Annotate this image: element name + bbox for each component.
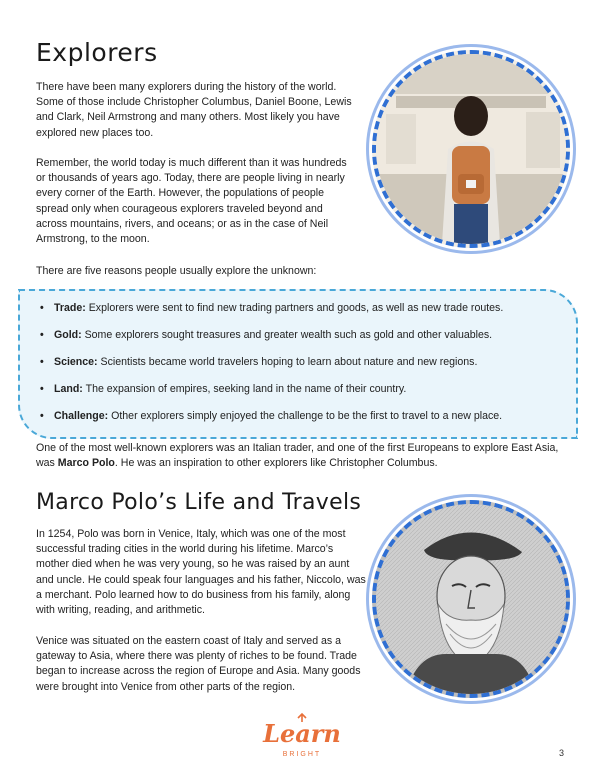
traveler-photo (372, 50, 570, 248)
traveler-illustration (376, 54, 566, 244)
svg-text:BRIGHT: BRIGHT (282, 751, 322, 758)
venice-paragraph: Venice was situated on the eastern coast of Italy and served as a gateway to Asia, where there was plenty of riches to be found. Trade began to increase across the region of Europe and Asia. Many goods were brought into Venice from other parts of the region. (36, 635, 361, 693)
logo-graphic (252, 712, 352, 762)
reason-challenge: • Challenge: Other explorers simply enjoyed the challenge to be the first to travel to a new place. (40, 410, 503, 422)
marco-life-paragraph: In 1254, Polo was born in Venice, Italy, which was one of the most successful trading cities in the world during his lifetime. Marco’s mother died when he was very young, so he was raised by an aunt and uncle. He could speak four languages and his father, Niccolo, was a merchant. Polo learned how to do business from his family, along with writing, reading, and arithmetic. (36, 528, 366, 617)
intro-paragraph: There have been many explorers during the history of the world. Some of those include Christopher Columbus, Daniel Boone, Lewis and Clark, Neil Armstrong and many others. Most likely you have explored new places too. (36, 81, 352, 139)
svg-text:Learn: Learn (263, 719, 341, 748)
reason-science: • Science: Scientists became world travelers hoping to learn about nature and new regions. (40, 356, 478, 368)
reason-trade: • Trade: Explorers were sent to find new trading partners and goods, as well as new trade routes. (40, 302, 504, 314)
portrait-illustration (376, 504, 566, 694)
reasons-box (18, 289, 578, 439)
marco-polo-intro: One of the most well-known explorers was an Italian trader, and one of the first Europeans to explore East Asia, was Marco Polo. He was an inspiration to other explorers like Christopher Columbus. (36, 442, 559, 470)
reason-gold: • Gold: Some explorers sought treasures and greater wealth such as gold and other valuables. (40, 329, 493, 341)
reasons-lead-in: There are five reasons people usually explore the unknown: (36, 265, 317, 277)
reason-land: • Land: The expansion of empires, seeking land in the name of their country. (40, 383, 407, 395)
page-title: Explorers (36, 38, 158, 67)
marco-polo-portrait (372, 500, 570, 698)
history-paragraph: Remember, the world today is much different than it was hundreds or thousands of years ago. Today, there are people living in nearly every corner of the Earth. However, the populations of people spread only when courageous explorers traveled beyond and across mountains, rivers, and oceans; or as in the case of Neil Armstrong, to the moon. (36, 157, 347, 246)
learn-bright-logo (252, 712, 352, 762)
page-number: 3 (558, 748, 564, 758)
section-title: Marco Polo’s Life and Travels (36, 490, 362, 515)
